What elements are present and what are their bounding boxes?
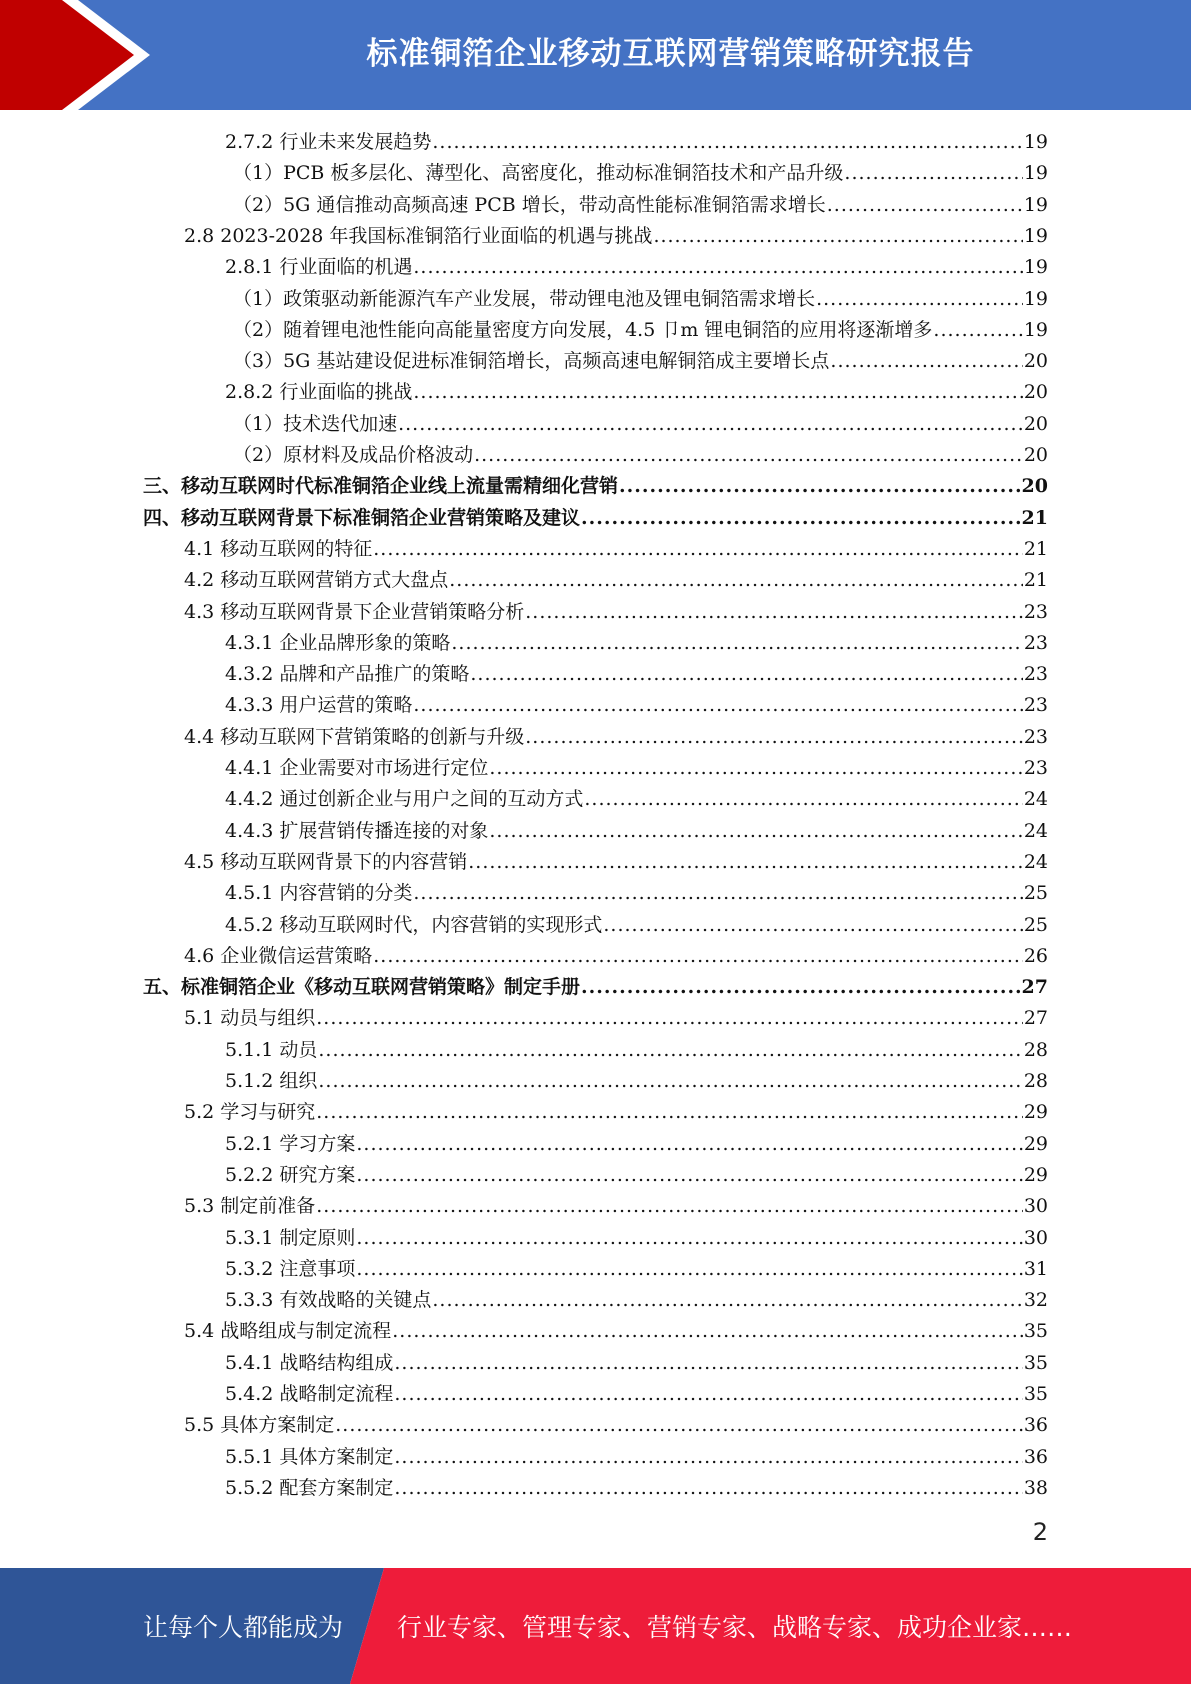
toc-entry[interactable] [225, 377, 1048, 408]
toc-entry[interactable] [225, 659, 1048, 690]
toc-entry-page: 20 [1023, 350, 1048, 372]
toc-entry-page: 20 [1023, 381, 1048, 403]
toc-entry[interactable] [225, 784, 1048, 815]
toc-entry-page: 19 [1023, 319, 1048, 341]
toc-entry-page: 28 [1023, 1039, 1048, 1061]
toc-entry[interactable] [225, 127, 1048, 158]
toc-entry-title: 4.3 移动互联网背景下企业营销策略分析 [184, 601, 525, 623]
toc-entry[interactable] [184, 1097, 1048, 1128]
toc-entry-page: 21 [1023, 538, 1048, 560]
toc-entry-title: （3）5G 基站建设促进标准铜箔增长，高频高速电解铜箔成主要增长点 [233, 350, 830, 372]
toc-entry[interactable] [225, 816, 1048, 847]
page-header [0, 0, 1191, 110]
toc-leader-dots [394, 1379, 1022, 1410]
toc-entry[interactable] [184, 1316, 1048, 1347]
toc-entry[interactable] [233, 346, 1048, 377]
toc-entry-page: 23 [1023, 757, 1048, 779]
toc-entry-title: 5.2.2 研究方案 [225, 1164, 356, 1186]
toc-leader-dots [653, 221, 1022, 252]
toc-entry[interactable] [233, 190, 1048, 221]
toc-leader-dots [318, 1035, 1022, 1066]
toc-leader-dots [394, 1348, 1022, 1379]
toc-entry-page: 23 [1023, 726, 1048, 748]
toc-leader-dots [373, 941, 1023, 972]
toc-entry-page: 25 [1023, 914, 1048, 936]
toc-entry-title: （2）5G 通信推动高频高速 PCB 增长，带动高性能标准铜箔需求增长 [233, 194, 826, 216]
toc-entry[interactable] [184, 1410, 1048, 1441]
toc-entry-title: 4.4.1 企业需要对市场进行定位 [225, 757, 489, 779]
toc-leader-dots [398, 409, 1023, 440]
toc-leader-dots [933, 315, 1022, 346]
toc-entry[interactable] [225, 1223, 1048, 1254]
toc-entry[interactable] [143, 503, 1048, 534]
toc-entry[interactable] [225, 1379, 1048, 1410]
toc-leader-dots [581, 503, 1021, 534]
toc-entry[interactable] [225, 878, 1048, 909]
toc-leader-dots [525, 722, 1023, 753]
toc-entry-page: 28 [1023, 1070, 1048, 1092]
toc-entry-page: 26 [1023, 945, 1048, 967]
toc-entry-page: 19 [1023, 131, 1048, 153]
toc-entry-title: 5.2 学习与研究 [184, 1101, 316, 1123]
toc-entry-page: 27 [1021, 976, 1048, 998]
toc-entry[interactable] [184, 847, 1048, 878]
toc-entry-page: 29 [1023, 1101, 1048, 1123]
toc-entry[interactable] [225, 1160, 1048, 1191]
toc-entry-page: 24 [1023, 788, 1048, 810]
toc-entry-page: 27 [1023, 1007, 1048, 1029]
toc-entry-page: 24 [1023, 851, 1048, 873]
toc-entry[interactable] [184, 597, 1048, 628]
toc-entry-title: 五、标准铜箔企业《移动互联网营销策略》制定手册 [143, 976, 581, 998]
toc-entry[interactable] [184, 941, 1048, 972]
toc-entry-page: 21 [1023, 569, 1048, 591]
toc-entry-title: 2.8.1 行业面临的机遇 [225, 256, 413, 278]
toc-entry-page: 35 [1023, 1320, 1048, 1342]
toc-entry-page: 36 [1023, 1446, 1048, 1468]
toc-leader-dots [474, 440, 1023, 471]
toc-entry-title: （1）技术迭代加速 [233, 413, 398, 435]
toc-entry-page: 35 [1023, 1352, 1048, 1374]
toc-leader-dots [619, 471, 1021, 502]
toc-entry[interactable] [233, 440, 1048, 471]
toc-entry-page: 30 [1023, 1227, 1048, 1249]
toc-entry-page: 24 [1023, 820, 1048, 842]
toc-leader-dots [356, 1160, 1022, 1191]
toc-entry-title: 4.2 移动互联网营销方式大盘点 [184, 569, 449, 591]
toc-leader-dots [827, 190, 1023, 221]
toc-leader-dots [413, 252, 1022, 283]
toc-entry-page: 31 [1023, 1258, 1048, 1280]
toc-leader-dots [468, 847, 1023, 878]
toc-leader-dots [816, 284, 1023, 315]
toc-entry-title: 5.5.1 具体方案制定 [225, 1446, 394, 1468]
toc-leader-dots [394, 1442, 1022, 1473]
toc-entry-title: 5.4.1 战略结构组成 [225, 1352, 394, 1374]
toc-entry-page: 23 [1023, 663, 1048, 685]
toc-entry-title: 5.5.2 配套方案制定 [225, 1477, 394, 1499]
toc-entry-title: 4.4.3 扩展营销传播连接的对象 [225, 820, 489, 842]
toc-entry-page: 21 [1021, 507, 1048, 529]
toc-entry[interactable] [225, 1285, 1048, 1316]
toc-leader-dots [449, 565, 1023, 596]
toc-entry[interactable] [225, 753, 1048, 784]
toc-entry-title: （1）PCB 板多层化、薄型化、高密度化，推动标准铜箔技术和产品升级 [233, 162, 844, 184]
toc-entry-title: 4.3.1 企业品牌形象的策略 [225, 632, 451, 654]
toc-entry-title: 4.4.2 通过创新企业与用户之间的互动方式 [225, 788, 584, 810]
toc-entry-title: 5.3.1 制定原则 [225, 1227, 356, 1249]
toc-entry-page: 38 [1023, 1477, 1048, 1499]
toc-leader-dots [584, 784, 1022, 815]
toc-entry[interactable] [225, 252, 1048, 283]
toc-leader-dots [335, 1410, 1023, 1441]
toc-entry[interactable] [225, 910, 1048, 941]
toc-leader-dots [525, 597, 1023, 628]
toc-entry-title: 5.1 动员与组织 [184, 1007, 316, 1029]
toc-entry[interactable] [225, 628, 1048, 659]
toc-entry-title: 2.7.2 行业未来发展趋势 [225, 131, 432, 153]
toc-entry[interactable] [184, 221, 1048, 252]
toc-entry-title: 5.5 具体方案制定 [184, 1414, 335, 1436]
toc-entry[interactable] [225, 1035, 1048, 1066]
toc-entry-title: 5.3.2 注意事项 [225, 1258, 356, 1280]
toc-leader-dots [603, 910, 1022, 941]
toc-entry-title: 4.1 移动互联网的特征 [184, 538, 373, 560]
toc-entry-title: 2.8.2 行业面临的挑战 [225, 381, 413, 403]
toc-leader-dots [413, 690, 1022, 721]
toc-entry-title: 4.5.1 内容营销的分类 [225, 882, 413, 904]
toc-entry-title: （2）随着锂电池性能向高能量密度方向发展，4.5 卩m 锂电铜箔的应用将逐渐增多 [233, 319, 933, 341]
toc-entry-title: 5.4 战略组成与制定流程 [184, 1320, 392, 1342]
toc-entry-page: 29 [1023, 1133, 1048, 1155]
toc-entry[interactable] [184, 1191, 1048, 1222]
toc-entry-title: 4.5 移动互联网背景下的内容营销 [184, 851, 468, 873]
toc-entry-page: 29 [1023, 1164, 1048, 1186]
toc-leader-dots [413, 878, 1022, 909]
toc-entry-title: 4.6 企业微信运营策略 [184, 945, 373, 967]
toc-entry-title: （2）原材料及成品价格波动 [233, 444, 474, 466]
toc-leader-dots [392, 1316, 1023, 1347]
toc-entry-page: 19 [1023, 225, 1048, 247]
toc-entry-title: 4.3.2 品牌和产品推广的策略 [225, 663, 470, 685]
toc-leader-dots [844, 158, 1022, 189]
toc-entry[interactable] [233, 315, 1048, 346]
toc-leader-dots [489, 753, 1022, 784]
toc-entry[interactable] [225, 1442, 1048, 1473]
toc-entry[interactable] [225, 1254, 1048, 1285]
toc-leader-dots [489, 816, 1022, 847]
toc-entry-page: 36 [1023, 1414, 1048, 1436]
toc-entry-title: 5.4.2 战略制定流程 [225, 1383, 394, 1405]
toc-entry[interactable] [184, 534, 1048, 565]
toc-entry-title: 4.3.3 用户运营的策略 [225, 694, 413, 716]
toc-entry[interactable] [225, 1348, 1048, 1379]
toc-entry-page: 23 [1023, 601, 1048, 623]
toc-leader-dots [432, 1285, 1022, 1316]
toc-leader-dots [356, 1129, 1022, 1160]
toc-entry[interactable] [233, 284, 1048, 315]
header-chevron-graphic [0, 0, 160, 110]
toc-entry-title: 4.4 移动互联网下营销策略的创新与升级 [184, 726, 525, 748]
toc-entry-title: 5.2.1 学习方案 [225, 1133, 356, 1155]
chevron-red-shape [0, 0, 134, 110]
toc-leader-dots [316, 1191, 1023, 1222]
toc-leader-dots [356, 1223, 1022, 1254]
toc-entry[interactable] [184, 1003, 1048, 1034]
toc-entry-page: 20 [1023, 413, 1048, 435]
toc-entry-title: （1）政策驱动新能源汽车产业发展，带动锂电池及锂电铜箔需求增长 [233, 288, 816, 310]
toc-entry[interactable] [225, 1129, 1048, 1160]
toc-entry-page: 19 [1023, 288, 1048, 310]
toc-entry-page: 20 [1023, 444, 1048, 466]
toc-entry-title: 四、移动互联网背景下标准铜箔企业营销策略及建议 [143, 507, 581, 529]
toc-entry[interactable] [233, 158, 1048, 189]
toc-leader-dots [432, 127, 1022, 158]
toc-entry-page: 19 [1023, 256, 1048, 278]
toc-entry-title: 5.1.2 组织 [225, 1070, 318, 1092]
toc-entry[interactable] [225, 1473, 1048, 1504]
toc-entry[interactable] [184, 565, 1048, 596]
toc-entry-page: 19 [1023, 162, 1048, 184]
toc-entry-title: 4.5.2 移动互联网时代，内容营销的实现形式 [225, 914, 603, 936]
toc-entry-page: 35 [1023, 1383, 1048, 1405]
toc-entry-title: 三、移动互联网时代标准铜箔企业线上流量需精细化营销 [143, 475, 619, 497]
toc-leader-dots [830, 346, 1022, 377]
toc-entry-page: 23 [1023, 694, 1048, 716]
toc-leader-dots [581, 972, 1021, 1003]
toc-entry-title: 5.3.3 有效战略的关键点 [225, 1289, 432, 1311]
toc-leader-dots [356, 1254, 1022, 1285]
toc-entry[interactable] [225, 690, 1048, 721]
toc-entry[interactable] [184, 722, 1048, 753]
toc-leader-dots [413, 377, 1022, 408]
toc-leader-dots [316, 1097, 1023, 1128]
toc-leader-dots [394, 1473, 1022, 1504]
toc-entry-page: 25 [1023, 882, 1048, 904]
toc-leader-dots [318, 1066, 1022, 1097]
toc-entry-page: 30 [1023, 1195, 1048, 1217]
toc-entry-page: 23 [1023, 632, 1048, 654]
page-footer [0, 1568, 1191, 1684]
toc-leader-dots [316, 1003, 1023, 1034]
toc-leader-dots [451, 628, 1022, 659]
toc-entry-page: 19 [1023, 194, 1048, 216]
toc-leader-dots [470, 659, 1022, 690]
toc-entry[interactable] [143, 471, 1048, 502]
footer-slogan-left: 让每个人都能成为 [143, 1613, 344, 1642]
toc-entry[interactable] [233, 409, 1048, 440]
toc-entry-page: 20 [1021, 475, 1048, 497]
toc-leader-dots [373, 534, 1023, 565]
page-number: 2 [1032, 1518, 1048, 1546]
report-title: 标准铜箔企业移动互联网营销策略研究报告 [366, 35, 975, 72]
toc-entry[interactable] [143, 972, 1048, 1003]
toc-entry[interactable] [225, 1066, 1048, 1097]
toc-entry-page: 32 [1023, 1289, 1048, 1311]
toc-entry-title: 2.8 2023-2028 年我国标准铜箔行业面临的机遇与挑战 [184, 225, 653, 247]
toc-entry-title: 5.3 制定前准备 [184, 1195, 316, 1217]
toc-entry-title: 5.1.1 动员 [225, 1039, 318, 1061]
footer-slogan-right: 行业专家、管理专家、营销专家、战略专家、成功企业家…… [397, 1613, 1073, 1642]
